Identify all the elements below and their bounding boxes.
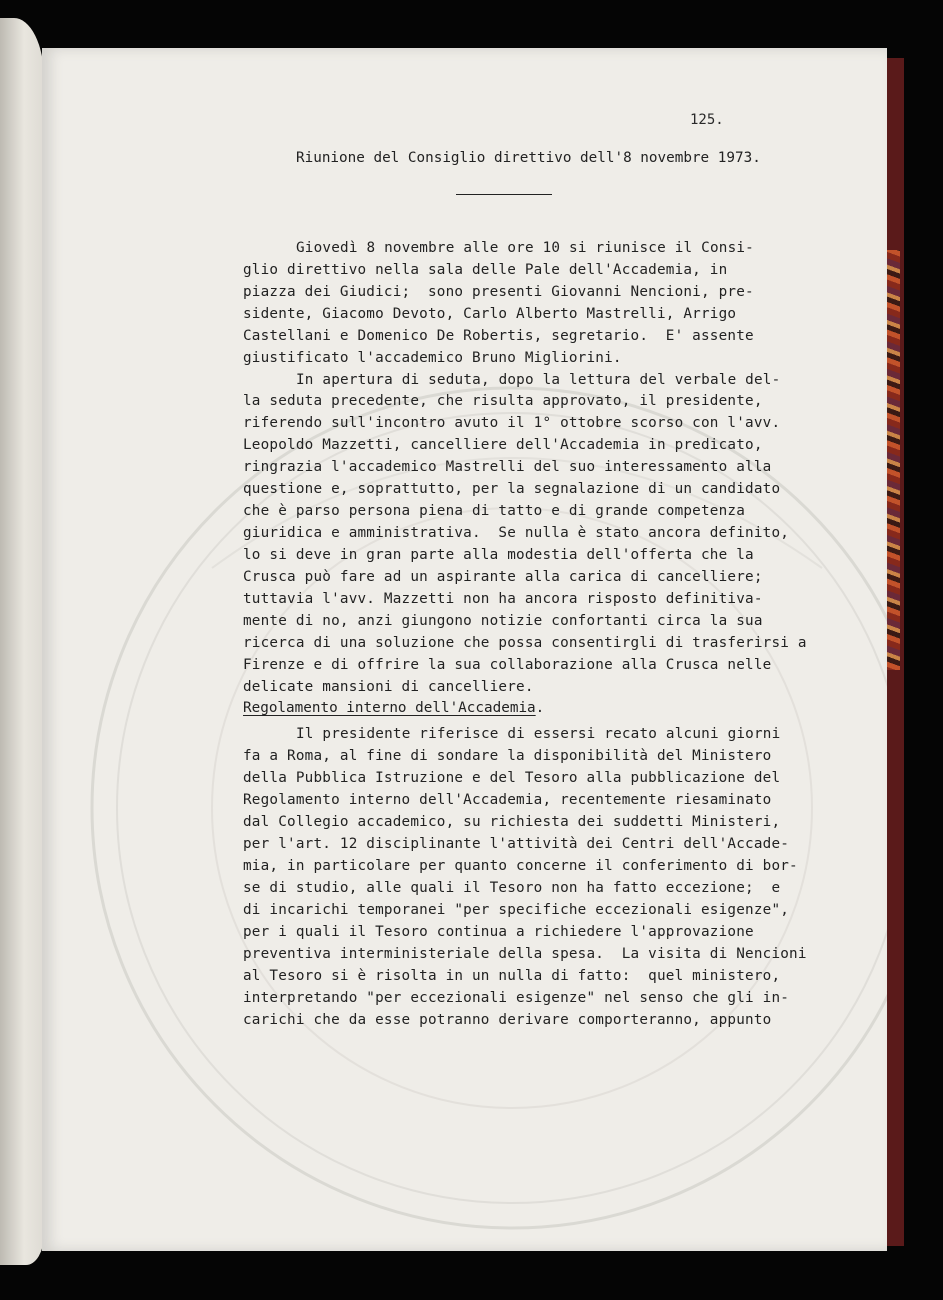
paragraph-3-line: preventiva interministeriale della spesa. La visita di Nencioni [243,946,807,962]
paragraph-3-line: interpretando "per eccezionali esigenze" nel senso che gli in- [243,990,790,1006]
paragraph-1-line: piazza dei Giudici; sono presenti Giovanni Nencioni, pre- [243,284,754,300]
paragraph-3-line: mia, in particolare per quanto concerne il conferimento di bor- [243,858,798,874]
paragraph-3-line: di incarichi temporanei "per specifiche eccezionali esigenze", [243,902,790,918]
left-page-edge [0,18,44,1265]
paragraph-2-line: ringrazia l'accademico Mastrelli del suo interessamento alla [243,459,772,475]
paragraph-1-line: Castellani e Domenico De Robertis, segretario. E' assente [243,328,754,344]
paragraph-2-line: riferendo sull'incontro avuto il 1° ottobre scorso con l'avv. [243,415,781,431]
paragraph-2-line: delicate mansioni di cancelliere. [243,679,534,695]
paragraph-2-line: la seduta precedente, che risulta approvato, il presidente, [243,393,763,409]
paragraph-2-line: ricerca di una soluzione che possa consentirgli di trasferirsi a [243,635,807,651]
paragraph-1-line: Giovedì 8 novembre alle ore 10 si riunisce il Consi- [296,240,754,256]
paragraph-2-line: tuttavia l'avv. Mazzetti non ha ancora risposto definitiva- [243,591,763,607]
paragraph-1-line: glio direttivo nella sala delle Pale dell'Accademia, in [243,262,728,278]
paragraph-3-line: se di studio, alle quali il Tesoro non ha fatto eccezione; e [243,880,781,896]
paragraph-2-line: In apertura di seduta, dopo la lettura del verbale del- [296,372,781,388]
paragraph-2-line: lo si deve in gran parte alla modestia dell'offerta che la [243,547,754,563]
page-number: 125. [690,112,724,128]
paragraph-3-line: al Tesoro si è risolta in un nulla di fatto: quel ministero, [243,968,781,984]
section-title-text: Regolamento interno dell'Accademia [243,700,536,716]
paragraph-2-line: Leopoldo Mazzetti, cancelliere dell'Accademia in predicato, [243,437,763,453]
paragraph-2-line: che è parso persona piena di tatto e di grande competenza [243,503,746,519]
paragraph-3-line: per i quali il Tesoro continua a richiedere l'approvazione [243,924,754,940]
paragraph-3-line: Regolamento interno dell'Accademia, recentemente riesaminato [243,792,772,808]
paragraph-2-line: mente di no, anzi giungono notizie confortanti circa la sua [243,613,763,629]
paragraph-1-line: sidente, Giacomo Devoto, Carlo Alberto Mastrelli, Arrigo [243,306,737,322]
paragraph-2-line: questione e, soprattutto, per la segnalazione di un candidato [243,481,781,497]
paragraph-2-line: Crusca può fare ad un aspirante alla carica di cancelliere; [243,569,763,585]
paragraph-3-line: della Pubblica Istruzione e del Tesoro alla pubblicazione del [243,770,781,786]
paragraph-3-line: per l'art. 12 disciplinante l'attività dei Centri dell'Accade- [243,836,790,852]
paragraph-3-line: carichi che da esse potranno derivare comporteranno, appunto [243,1012,772,1028]
paragraph-1-line: giustificato l'accademico Bruno Migliorini. [243,350,622,366]
paragraph-3-line: Il presidente riferisce di essersi recato alcuni giorni [296,726,781,742]
paragraph-3-line: dal Collegio accademico, su richiesta dei suddetti Ministeri, [243,814,781,830]
section-title-period: . [535,700,545,716]
meeting-heading: Riunione del Consiglio direttivo dell'8 novembre 1973. [296,150,761,166]
section-title [243,700,544,716]
paragraph-2-line: giuridica e amministrativa. Se nulla è stato ancora definito, [243,525,790,541]
paragraph-2-line: Firenze e di offrire la sua collaborazione alla Crusca nelle [243,657,772,673]
paragraph-3-line: fa a Roma, al fine di sondare la disponibilità del Ministero [243,748,772,764]
heading-rule [456,194,552,195]
